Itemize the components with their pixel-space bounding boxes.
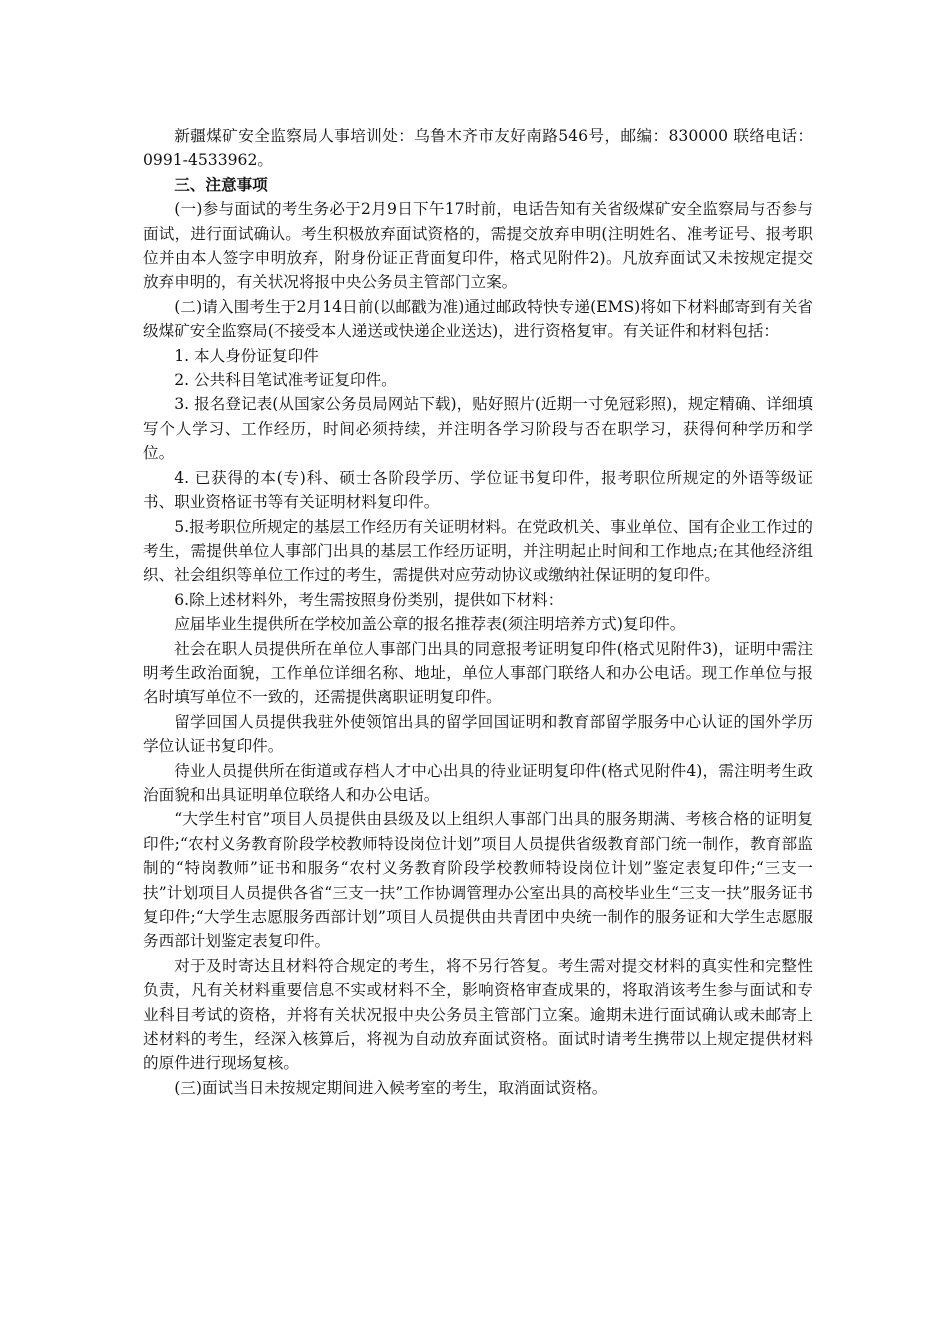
paragraph-interview-confirmation: (一)参与面试的考生务必于2月9日下午17时前，电话告知有关省级煤矿安全监察局与否参与面试，进行面试确认。考生积极放弃面试资格的，需提交放弃申明(注明姓名、准考证号、报考职位并由本人签字申明放弃，附身份证正背面复印件，格式见附件2)。凡放弃面试又未按规定提交放弃申明的，有关状况将报中央公务员主管部门立案。 xyxy=(143,200,813,292)
list-item-degree-certificates: 4. 已获得的本(专)科、硕士各阶段学历、学位证书复印件，报考职位所规定的外语等级证书、职业资格证书等有关证明材料复印件。 xyxy=(143,468,813,512)
list-item-work-experience: 5.报考职位所规定的基层工作经历有关证明材料。在党政机关、事业单位、国有企业工作过的考生，需提供单位人事部门出具的基层工作经历证明，并注明起止时间和工作地点;在其他经济组织、社会组织等单位工作过的考生，需提供对应劳动协议或缴纳社保证明的复印件。 xyxy=(143,517,813,585)
document-page xyxy=(143,124,813,1100)
paragraph-materials-mailing: (二)请入围考生于2月14日前(以邮戳为准)通过邮政特快专递(EMS)将如下材料邮寄到有关省级煤矿安全监察局(不接受本人递送或快递企业送达)，进行资格复审。有关证件和材料包括： xyxy=(143,297,813,341)
paragraph-special-programs: “大学生村官”项目人员提供由县级及以上组织人事部门出具的服务期满、考核合格的证明复印件;“农村义务教育阶段学校教师特设岗位计划”项目人员提供省级教育部门统一制作，教育部监制的“特岗教师”证书和服务“农村义务教育阶段学校教师特设岗位计划”鉴定表复印件;“三支一扶”计划项目人员提供各省“三支一扶”工作协调管理办公室出具的高校毕业生“三支一扶”服务证书复印件;“大学生志愿服务西部计划”项目人员提供由共青团中央统一制作的服务证和大学生志愿服务西部计划鉴定表复印件。 xyxy=(143,810,813,951)
paragraph-employed-persons: 社会在职人员提供所在单位人事部门出具的同意报考证明复印件(格式见附件3)，证明中需注明考生政治面貌，工作单位详细名称、地址，单位人事部门联络人和办公电话。现工作单位与报名时填写单位不一致的，还需提供离职证明复印件。 xyxy=(143,639,813,707)
address-paragraph: 新疆煤矿安全监察局人事培训处：乌鲁木齐市友好南路546号，邮编：830000 联络电话：0991-4533962。 xyxy=(143,127,813,170)
paragraph-review-notes: 对于及时寄达且材料符合规定的考生，将不另行答复。考生需对提交材料的真实性和完整性负责，凡有关材料重要信息不实或材料不全，影响资格审查成果的，将取消该考生参与面试和专业科目考试的资格，并将有关状况报中央公务员主管部门立案。逾期未进行面试确认或未邮寄上述材料的考生，经深入核算后，将视为自动放弃面试资格。面试时请考生携带以上规定提供材料的原件进行现场复核。 xyxy=(143,956,813,1073)
section-heading: 三、注意事项 xyxy=(174,174,268,194)
list-item-registration-form: 3. 报名登记表(从国家公务员局网站下载)，贴好照片(近期一寸免冠彩照)，规定精确、详细填写个人学习、工作经历，时间必须持续，并注明各学习阶段与否在职学习，获得何种学历和学位。 xyxy=(143,395,813,463)
paragraph-interview-day: (三)面试当日未按规定期间进入候考室的考生，取消面试资格。 xyxy=(174,1078,608,1097)
list-item-identity-category: 6.除上述材料外，考生需按照身份类别，提供如下材料： xyxy=(174,590,564,609)
list-item-admission-ticket: 2. 公共科目笔试准考证复印件。 xyxy=(174,371,397,390)
list-item-id-card: 1. 本人身份证复印件 xyxy=(174,346,319,365)
paragraph-graduates: 应届毕业生提供所在学校加盖公章的报名推荐表(须注明培养方式)复印件。 xyxy=(174,615,686,634)
paragraph-unemployed: 待业人员提供所在街道或存档人才中心出具的待业证明复印件(格式见附件4)，需注明考生政治面貌和出具证明单位联络人和办公电话。 xyxy=(143,761,813,804)
paragraph-returned-overseas: 留学回国人员提供我驻外使领馆出具的留学回国证明和教育部留学服务中心认证的国外学历学位认证书复印件。 xyxy=(143,712,813,756)
